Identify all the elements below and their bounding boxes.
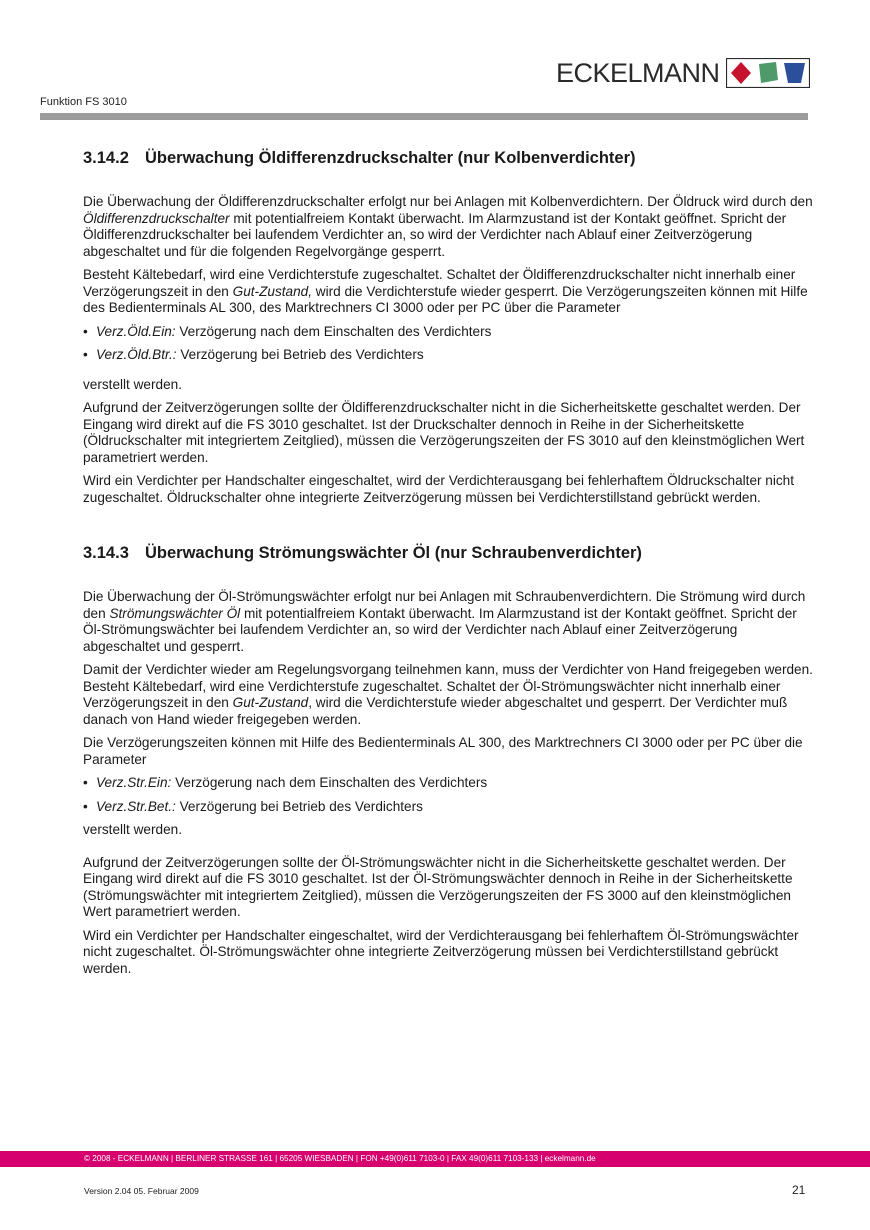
paragraph: Die Überwachung der Öldifferenzdruckschalter erfolgt nur bei Anlagen mit Kolbenverdichtern. Der Öldruck wird durch den Öldifferenzdruckschalter mit potentialfreiem Kontakt überwacht. Im Alarmzustand ist der Kontakt geöffnet. Spricht der Öldifferenzdruckschalter bei laufendem Verdichter an, so wird der Verdichter nach Ablauf einer Zeitverzögerung abgeschaltet und für die folgenden Regelvorgänge gesperrt. [83, 194, 813, 259]
paragraph: Aufgrund der Zeitverzögerungen sollte der Öl-Strömungswächter nicht in die Sicherheitskette geschaltet werden. Der Eingang wird direkt auf die FS 3010 geschaltet. Ist der Öl-Strömungswächter dennoch in Reihe in der Sicherheitskette (Strömungswächter mit integriertem Zeitglied), müssen die Verzögerungszeiten der FS 3000 auf den kleinstmöglichen Wert parametriert werden. [83, 854, 793, 919]
section-number: 3.14.3 [83, 544, 129, 562]
logo-text: ECKELMANN [556, 58, 720, 88]
paragraph: Besteht Kältebedarf, wird eine Verdichterstufe zugeschaltet. Schaltet der Öldifferenzdruckschalter nicht innerhalb einer Verzögerungszeit in den Gut-Zustand, wird die Verdichterstufe wieder gesperrt. Die Verzögerungszeiten können mit Hilfe des Bedienterminals AL 300, des Marktrechners CI 3000 oder per PC über die Parameter [83, 267, 808, 315]
list-item: • Verz.Öld.Ein: Verzögerung nach dem Einschalten des Verdichters [83, 323, 492, 339]
section-heading-3-14-3 [83, 543, 813, 563]
version-label: Version 2.04 05. Februar 2009 [84, 1186, 199, 1196]
header-section-label: Funktion FS 3010 [40, 96, 127, 108]
section-heading-3-14-2 [83, 148, 813, 168]
list-item: • Verz.Öld.Btr.: Verzögerung bei Betrieb des Verdichters [83, 347, 424, 362]
section-title: Überwachung Strömungswächter Öl (nur Schraubenverdichter) [145, 544, 642, 562]
bullet-icon: • [83, 775, 88, 790]
page-number: 21 [792, 1183, 806, 1197]
paragraph: Damit der Verdichter wieder am Regelungsvorgang teilnehmen kann, muss der Verdichter von Hand freigegeben werden. Besteht Kältebedarf, wird eine Verdichterstufe zugeschaltet. Schaltet der Öl-Strömungswächter nicht innerhalb einer Verzögerungszeit in den Gut-Zustand, wird die Verdichterstufe wieder abgeschaltet und gesperrt. Der Verdichter muß danach von Hand wieder freigegeben werden. [83, 662, 813, 727]
logo-squares-icon [726, 58, 810, 88]
paragraph: Aufgrund der Zeitverzögerungen sollte der Öldifferenzdruckschalter nicht in die Sicherheitskette geschaltet werden. Der Eingang wird direkt auf die FS 3010 geschaltet. Ist der Druckschalter dennoch in Reihe in der Sicherheitskette (Öldruckschalter mit integriertem Zeitglied), müssen die Verzögerungszeiten der FS 3010 auf den kleinstmöglichen Wert parametriert werden. [83, 400, 805, 465]
footer-address: © 2008 - ECKELMANN | BERLINER STRASSE 161 | 65205 WIESBADEN | FON +49(0)611 7103-0 | FAX 49(0)611 7103-133 | eckelmann.de [84, 1154, 596, 1163]
bullet-icon: • [83, 347, 88, 362]
page-content [83, 148, 813, 977]
paragraph: Die Überwachung der Öl-Strömungswächter erfolgt nur bei Anlagen mit Schraubenverdichtern. Die Strömung wird durch den Strömungswächter Öl mit potentialfreiem Kontakt überwacht. Im Alarmzustand ist der Kontakt geöffnet. Spricht der Öl-Strömungswächter bei laufendem Verdichter an, so wird der Verdichter nach Ablauf einer Zeitverzögerung abgeschaltet und gesperrt. [83, 589, 806, 654]
bullet-icon: • [83, 323, 88, 339]
footer-bar [0, 1151, 870, 1167]
bullet-icon: • [83, 798, 88, 814]
list-item: • Verz.Str.Bet.: Verzögerung bei Betrieb des Verdichters [83, 798, 423, 814]
paragraph: Die Verzögerungszeiten können mit Hilfe des Bedienterminals AL 300, des Marktrechners CI 3000 oder per PC über die Parameter [83, 735, 803, 767]
paragraph: Wird ein Verdichter per Handschalter eingeschaltet, wird der Verdichterausgang bei fehlerhaftem Öl-Strömungswächter nicht zugeschaltet. Öl-Strömungswächter ohne integrierte Zeitverzögerung müssen bei Verdichterstillstand gebrückt werden. [83, 927, 799, 976]
paragraph: Wird ein Verdichter per Handschalter eingeschaltet, wird der Verdichterausgang bei fehlerhaftem Öldruckschalter nicht zugeschaltet. Öldruckschalter ohne integrierte Zeitverzögerung müssen bei Verdichterstillstand gebrückt werden. [83, 473, 795, 505]
section-title: Überwachung Öldifferenzdruckschalter (nur Kolbenverdichter) [145, 149, 636, 167]
eckelmann-logo [556, 58, 810, 88]
paragraph: verstellt werden. [83, 822, 182, 837]
list-item: • Verz.Str.Ein: Verzögerung nach dem Einschalten des Verdichters [83, 775, 488, 790]
header-rule [40, 113, 808, 120]
paragraph: verstellt werden. [83, 376, 182, 392]
section-number: 3.14.2 [83, 149, 129, 167]
